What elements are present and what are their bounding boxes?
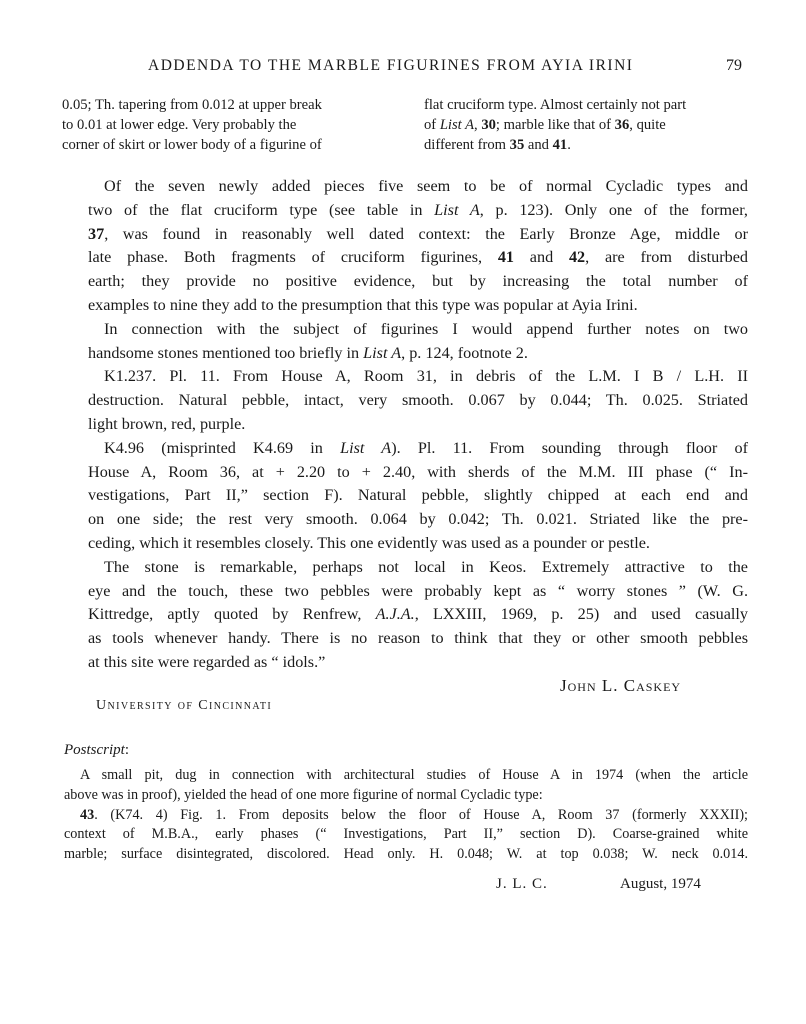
paragraph-stones-intro: In connection with the subject of figurines I would append further notes on two handsome stones mentioned too briefly in List A, p. 124, footnote 2. (88, 319, 748, 362)
running-header-title: ADDENDA TO THE MARBLE FIGURINES FROM AYIA IRINI (148, 57, 634, 74)
page-number: 79 (726, 57, 742, 74)
right-column-line: of List A, 30; marble like that of 36, quite (424, 117, 666, 133)
right-column-fragment (424, 95, 750, 155)
left-column-line: 0.05; Th. tapering from 0.012 at upper break (62, 97, 322, 113)
left-column-fragment (62, 95, 390, 155)
postscript-paragraph: A small pit, dug in connection with architectural studies of House A in 1974 (when the article above was in proof), yielded the head of one more figurine of normal Cycladic type: (64, 767, 748, 803)
postscript-date: August, 1974 (620, 876, 701, 892)
left-column-line: to 0.01 at lower edge. Very probably the (62, 117, 297, 133)
article-body (88, 175, 748, 675)
left-column-line: corner of skirt or lower body of a figurine of (62, 137, 322, 153)
right-column-line: flat cruciform type. Almost certainly not part (424, 97, 687, 113)
paragraph-worry-stones: The stone is remarkable, perhaps not local in Keos. Extremely attractive to the eye and the touch, these two pebbles were probably kept as “ worry stones ” (W. G. Kittredge, aptly quoted by Renfrew, A.J.A., LXXIII, 1969, p. 25) and used casually as tools whenever handy. There is no reason to think that they or other smooth pebbles at this site were regarded as “ idols.” (88, 557, 748, 671)
paragraph-new-pieces: Of the seven newly added pieces five seem to be of normal Cycladic types and two of the flat cruciform type (see table in List A, p. 123). Only one of the former, 37, was found in reasonably well dated context: the Early Bronze Age, middle or late phase. Both fragments of cruciform figurines, 41 and 42, are from disturbed earth; they provide no positive evidence, but by increasing the total number of examples to nine they add to the presumption that this type was popular at Ayia Irini. (88, 177, 748, 314)
postscript-item-43: 43. (K74. 4) Fig. 1. From deposits below the floor of House A, Room 37 (formerly XXXII); context of M.B.A., early phases (“ Investigations, Part II,” section D). Coarse-grained white marble; surface disintegrated, discolored. Head only. H. 0.048; W. at top 0.038; W. neck 0.014. (64, 806, 748, 863)
author-signature: John L. Caskey (560, 676, 682, 695)
postscript-body (64, 766, 748, 865)
author-affiliation: University of Cincinnati (96, 698, 273, 713)
paragraph-k1-237: K1.237. Pl. 11. From House A, Room 31, in debris of the L.M. I B / L.H. II destruction. Natural pebble, intact, very smooth. 0.067 by 0.044; Th. 0.025. Striated light brown, red, purple. (88, 367, 748, 433)
paragraph-k4-96: K4.96 (misprinted K4.69 in List A). Pl. 11. From sounding through floor of House A, Room 36, at + 2.20 to + 2.40, with sherds of the M.M. III phase (“ In- vestigations, Part II,” section F). Natural pebble, slightly chipped at each end and on one side; the rest very smooth. 0.064 by 0.042; Th. 0.021. Striated like the pre- ceding, which it resembles closely. This one evidently was used as a pounder or pestle. (88, 438, 748, 552)
postscript-label: Postscript: (64, 742, 130, 758)
right-column-line: different from 35 and 41. (424, 137, 571, 153)
postscript-initials: J. L. C. (496, 876, 548, 892)
